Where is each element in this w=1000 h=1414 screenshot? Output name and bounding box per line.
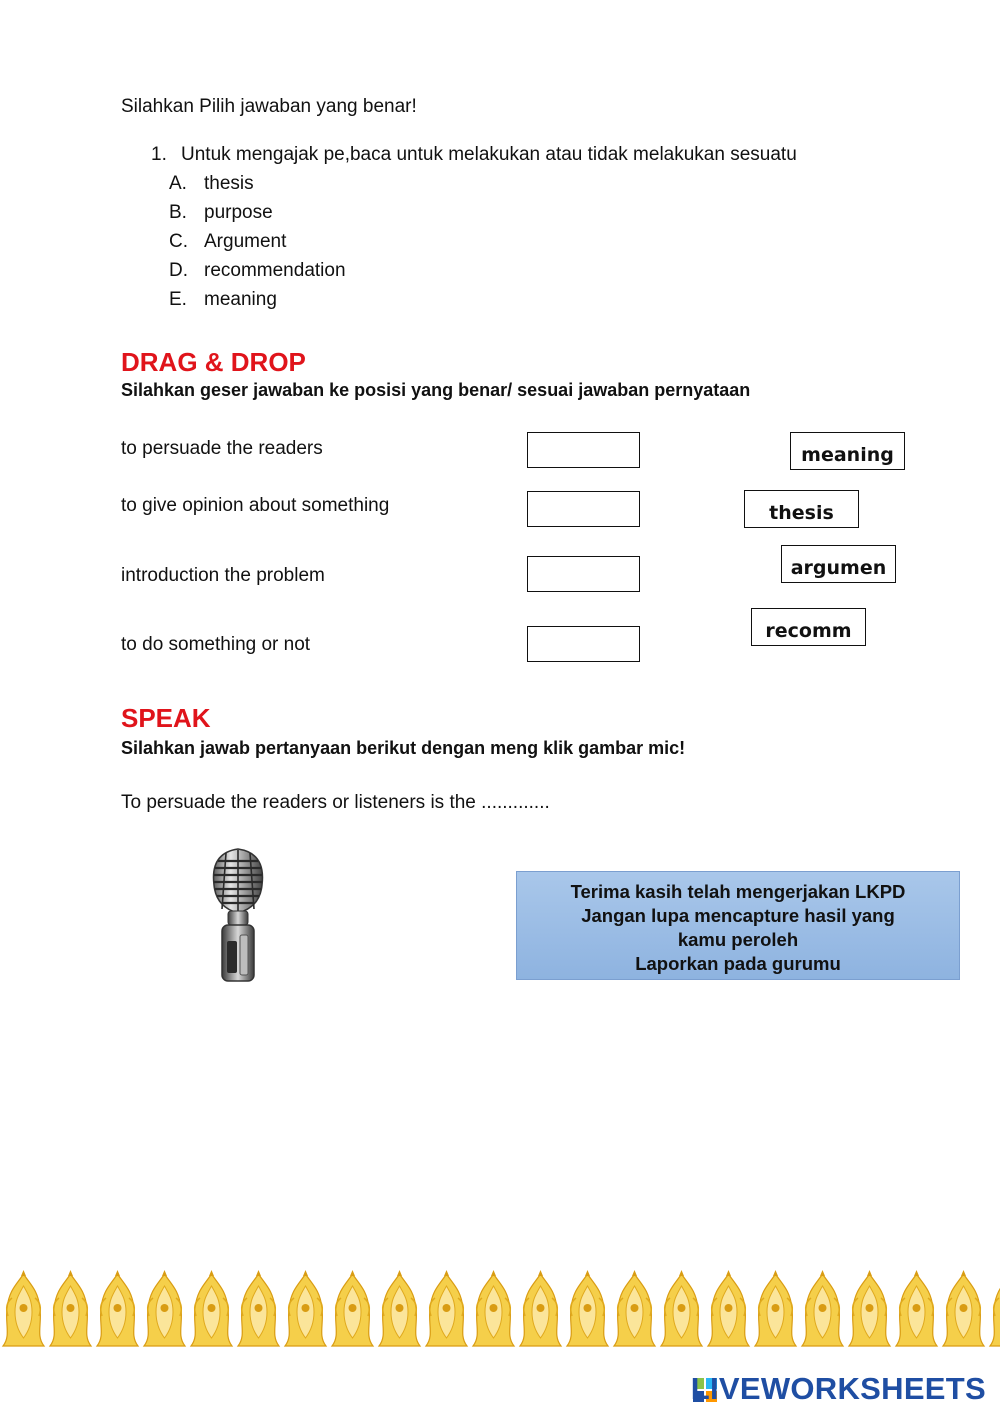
speak-question: To persuade the readers or listeners is the ............. [121,792,550,813]
option-thesis[interactable]: thesis [204,173,254,194]
option-argument[interactable]: Argument [204,231,287,252]
thank-you-box [516,871,960,980]
drag-chip-argumen[interactable]: argumen [781,545,896,583]
drop-target-1[interactable] [527,432,640,468]
speak-title: SPEAK [121,703,211,733]
statement-2: to give opinion about something [121,495,390,516]
statement-4: to do something or not [121,634,311,655]
option-letter: B. [169,202,187,223]
option-meaning[interactable]: meaning [204,289,277,310]
option-letter: C. [169,231,188,252]
drop-target-4[interactable] [527,626,640,662]
option-letter: A. [169,173,187,194]
option-purpose[interactable]: purpose [204,202,273,223]
option-recommendation[interactable]: recommendation [204,260,346,281]
drag-drop-instruction: Silahkan geser jawaban ke posisi yang benar/ sesuai jawaban pernyataan [121,380,751,400]
speak-instruction: Silahkan jawab pertanyaan berikut dengan meng klik gambar mic! [121,738,686,758]
drag-chip-recomm[interactable]: recomm [751,608,866,646]
drop-target-3[interactable] [527,556,640,592]
thanks-line-4: Laporkan pada gurumu [635,953,841,974]
statement-1: to persuade the readers [121,438,323,459]
statement-3: introduction the problem [121,565,325,586]
thanks-line-2: Jangan lupa mencapture hasil yang [581,905,895,926]
question-text: Untuk mengajak pe,baca untuk melakukan atau tidak melakukan sesuatu [181,144,797,165]
question-number: 1. [151,144,167,165]
microphone-icon[interactable] [200,845,275,987]
drag-drop-title: DRAG & DROP [121,347,306,377]
liveworksheets-brand: LIVEWORKSHEETS [690,1371,986,1406]
drop-target-2[interactable] [527,491,640,527]
drag-chip-thesis[interactable]: thesis [744,490,859,528]
instruction-text: Silahkan Pilih jawaban yang benar! [121,96,417,117]
thanks-line-3: kamu peroleh [677,929,799,950]
option-letter: E. [169,289,187,310]
thanks-line-1: Terima kasih telah mengerjakan LKPD [570,881,906,902]
option-letter: D. [169,260,188,281]
ornament-border [0,1268,1000,1348]
drag-chip-meaning[interactable]: meaning [790,432,905,470]
